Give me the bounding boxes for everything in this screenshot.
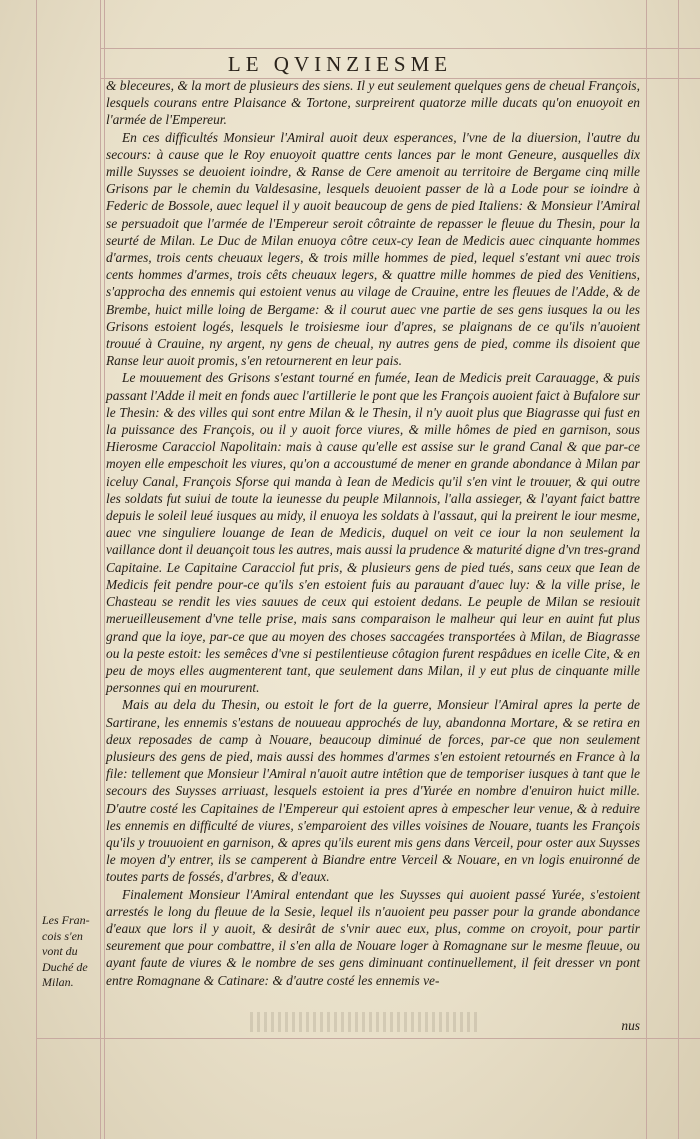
catchword: nus	[621, 1018, 640, 1033]
margin-note-line: Milan.	[42, 975, 74, 989]
margin-note-line: cois s'en	[42, 928, 83, 943]
margin-note	[42, 913, 100, 991]
margin-rule-right	[646, 0, 647, 1139]
margin-note-line: Les Fran-	[42, 913, 90, 927]
bottom-rule	[36, 1038, 700, 1039]
paragraph-5: Finalement Monsieur l'Amiral entendant que les Suysses qui auoient passé Yurée, s'estoient arrestés le long du fleuue de la Sesie, lequel ils n'auoient peu passer pour la grande abondance d'eaux que lors il y auoit, & desirât de s'vnir auec eux, plus, comme on croyoit, pour partir seurement que pour combattre, il s'en alla de Nouare loger à Romagnane sur le mesme fleuue, ou ayant faute de viures & le nombre de ses gens diminuant continuellement, il feit dresser vn pont entre Romagnane & Catinare: & d'autre costé les ennemis ve-	[106, 886, 640, 988]
margin-note-line: Duché de	[42, 959, 88, 974]
margin-rule-left-inner	[104, 0, 105, 1139]
top-rule	[100, 48, 700, 49]
paragraph-3: Le mouuement des Grisons s'estant tourné en fumée, Iean de Medicis preit Carauagge, & puis passant l'Adde il meit en fonds auec l'artillerie le pont que les François auoient faict à Bufalore sur le Thesin: & des villes qui sont entre Milan & le Thesin, il n'y auoit plus que Biagrasse qui fust en la puissance des François, ou il y auoit force viures, & mille hômes de pied en garnison, sous Hierosme Caracciol Napolitain: mais à cause qu'elle est assise sur le grand Canal & que par-ce moyen elle empeschoit les viures, qu'on a accoustumé de mener en grande abondance à Milan par iceluy Canal, François Sforse qui manda à Iean de Medicis qu'il s'en vint le trouuer, & qui outre les soldats fut suiui de toute la ieunesse du peuple Milannois, l'alla assieger, & l'ayant faict battre depuis le soleil leué iusques au midy, il enuoya les soldats à l'assaut, qui la preirent le iour mesme, auec vne singuliere louange de Iean de Medicis, duquel on veit ce iour la non seulement la vaillance dont il deuançoit tous les autres, mais aussi la prudence & maturité digne d'vn tres-grand Capitaine. Le Capitaine Caracciol fut pris, & plusieurs gens de pied tués, sans ceux que Iean de Medicis feit pendre pour-ce qu'ils s'en estoient fuis au parauant d'auec luy: & la ville prise, le Chasteau se rendit les vies sauues de ceux qui estoient dedans. Le peuple de Milan se resiouit merueilleusement d'vne telle prise, mais sans comparaison le malheur qui leur en auint fut plus grand que la ioye, par-ce que au moyen des choses saccagées transportées à Milan, de Biagrasse ou la peste estoit: les semêces d'vne si pestilentieuse côtagion furent respâdues en icelle Cite, & en peu de moys elles augmenterent tant, que seulement dans Milan, il y eut plus de cinquante mille personnes qui en moururent.	[106, 370, 640, 696]
paragraph-1: & bleceures, & la mort de plusieurs des siens. Il y eut seulement quelques gens de cheual François, lesquels courans entre Plaisance & Tortone, surpreirent quatorze mille ducats qu'on enuoyoit en l'armée de l'Empereur.	[106, 78, 640, 128]
show-through-texture	[250, 1012, 480, 1032]
margin-rule-outer	[36, 0, 37, 1139]
paragraph-2: En ces difficultés Monsieur l'Amiral auoit deux esperances, l'vne de la diuersion, l'autre du secours: à cause que le Roy enuoyoit quattre cents lances par le mont Geneure, ausquelles dix mille Suysses se deuoient ioindre, & Ranse de Cere amenoit au territoire de Bergame cinq mille Grisons par le chemin du Valdesasine, lesquels deuoient passer de là a Lode pour se ioindre à Federic de Bossole, auec lequel il y auoit beaucoup de gens de pied Italiens: & Monsieur l'Amiral se persuadoit que l'armée de l'Empereur seroit côtrainte de repasser le fleuue du Thesin, pour la seurté de Milan. Le Duc de Milan enuoya côtre ceux-cy Iean de Medicis auec cinquante hommes d'armes, trois cents cheuaux legers, & trois mille hommes de pied, lequel s'estant vni auec trois cents hommes d'armes, trois cêts cheuaux legers, & quattre mille hommes de pied des Venitiens, s'approcha des ennemis qui estoient venus au vilage de Crauine, entre les fleuues de l'Adde, & de Brembe, huict mille loing de Bergame: & il courut auec vne partie de ses gens iusques la ou les Grisons estoient logés, lesquels le troisiesme iour d'apres, se plaignans de ce qu'ils n'auoient trouué à Crauine, ny argent, ny gens de cheual, ny autres gens de pied, comme ils disoient que Ranse leur auoit promis, s'en retournerent en leur pais.	[106, 129, 640, 369]
margin-note-line: vont du	[42, 944, 78, 958]
margin-rule-left	[100, 0, 101, 1139]
main-text	[106, 77, 640, 989]
margin-rule-far-right	[678, 0, 679, 1139]
running-head: LE QVINZIESME	[227, 52, 453, 76]
paragraph-4: Mais au dela du Thesin, ou estoit le fort de la guerre, Monsieur l'Amiral apres la perte de Sartirane, les ennemis s'estans de nouueau approchés de luy, abandonna Mortare, & se retira en deux reposades de camp à Nouare, beaucoup diminué de forces, par-ce que non seulement plusieurs des gens de pied, mais aussi des hommes d'armes s'en estoient retournés en France à la file: tellement que Monsieur l'Amiral n'auoit autre intêtion que de temporiser iusques à tant que le secours des Suysses arriuast, lesquels estoient ia pres d'Yurée en nombre d'enuiron huict mille. D'autre costé les Capitaines de l'Empereur qui estoient apres à empescher leur venue, & à reduire les ennemis en difficulté de viures, s'emparoient des villes voisines de Nouare, tuants les François qu'ils y trouuoient en garnison, & apres qu'ils eurent mis gens dans Verceil, pour oster aux Suysses le moyen d'y entrer, ils se camperent à Biandre entre Verceil & Nouare, en vn logis enuironné de toutes parts de fossés, d'arbres, & d'eaux.	[106, 697, 640, 885]
